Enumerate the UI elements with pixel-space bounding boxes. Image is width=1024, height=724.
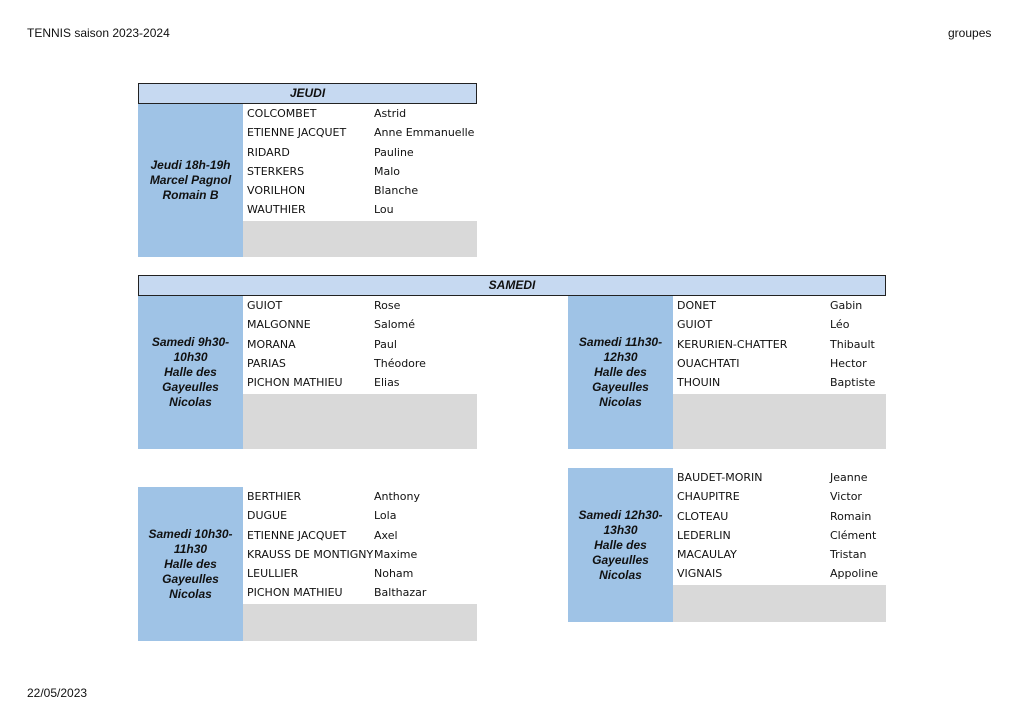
player-last-name: PARIAS — [247, 356, 286, 370]
player-first-name: Léo — [830, 318, 850, 332]
player-first-name: Rose — [374, 299, 401, 312]
player-first-name: Malo — [374, 164, 401, 178]
player-row — [243, 296, 477, 315]
document-date: 22/05/2023 — [27, 686, 88, 700]
player-last-name: MALGONNE — [247, 318, 311, 332]
player-row — [673, 373, 886, 392]
player-last-name: ETIENNE JACQUET — [247, 528, 347, 542]
group-label-line: Halle des — [594, 365, 647, 379]
player-row — [673, 526, 886, 545]
player-row — [673, 468, 886, 487]
group-label-line: Nicolas — [169, 395, 212, 409]
player-first-name: Maxime — [374, 547, 418, 561]
player-first-name: Tristan — [830, 548, 867, 562]
player-first-name: Paul — [374, 337, 397, 351]
samedi-header: SAMEDI — [138, 275, 886, 296]
player-row — [673, 487, 886, 506]
group-label-line: Nicolas — [599, 567, 642, 582]
player-last-name: THOUIN — [677, 376, 721, 390]
player-first-name: Lou — [374, 203, 394, 217]
empty-slot-area — [673, 585, 886, 622]
player-last-name: LEULLIER — [247, 567, 299, 581]
group-label-line: Nicolas — [169, 586, 212, 601]
group-label-line: Jeudi 18h-19h — [150, 158, 231, 172]
group-label-line: Gayeulles — [592, 380, 649, 394]
player-row — [243, 200, 477, 219]
player-first-name: Astrid — [374, 107, 407, 120]
player-row — [243, 143, 477, 162]
group-label-line: Gayeulles — [592, 552, 649, 567]
player-last-name: DUGUE — [247, 509, 288, 523]
player-row — [243, 487, 477, 506]
player-row — [673, 545, 886, 564]
player-row — [243, 373, 477, 392]
group-label-line: 10h30 — [173, 350, 208, 364]
player-first-name: Victor — [830, 490, 862, 504]
group-label-line: Samedi 11h30- — [578, 335, 663, 349]
player-last-name: ETIENNE JACQUET — [247, 126, 347, 140]
player-row — [673, 354, 886, 373]
player-first-name: Jeanne — [830, 471, 868, 484]
player-row — [243, 162, 477, 181]
player-first-name: Lola — [374, 509, 397, 523]
player-row — [243, 354, 477, 373]
player-last-name: KRAUSS DE MONTIGNY — [247, 547, 374, 561]
player-first-name: Thibault — [830, 337, 875, 351]
player-last-name: PICHON MATHIEU — [247, 376, 343, 390]
group-samedi-10h30 — [138, 487, 477, 641]
group-label-line: Samedi 9h30- — [151, 335, 230, 349]
player-first-name: Gabin — [830, 299, 863, 312]
group-label — [138, 487, 243, 641]
group-label-line: 11h30 — [173, 541, 208, 556]
player-last-name: BAUDET-MORIN — [677, 471, 763, 484]
group-jeudi — [138, 104, 477, 257]
group-label-line: Gayeulles — [162, 380, 219, 394]
group-label-line: Samedi 12h30- — [578, 507, 663, 522]
player-last-name: RIDARD — [247, 145, 290, 159]
group-label-line: Romain B — [162, 188, 219, 202]
player-first-name: Salomé — [374, 318, 415, 332]
group-label — [138, 104, 243, 257]
player-last-name: PICHON MATHIEU — [247, 586, 343, 600]
player-row — [243, 564, 477, 583]
player-last-name: CHAUPITRE — [677, 490, 740, 504]
player-last-name: GUIOT — [247, 299, 283, 312]
player-last-name: OUACHTATI — [677, 356, 740, 370]
group-label-line: 12h30 — [603, 350, 638, 364]
group-samedi-11h30 — [568, 296, 886, 449]
group-label-line: Samedi 10h30- — [148, 526, 233, 541]
group-label — [568, 296, 673, 449]
player-row — [243, 583, 477, 602]
group-label-line: Halle des — [164, 365, 217, 379]
player-row — [673, 296, 886, 315]
player-row — [243, 315, 477, 334]
player-row — [243, 123, 477, 142]
player-row — [243, 526, 477, 545]
empty-slot-area — [673, 394, 886, 450]
player-first-name: Clément — [830, 528, 877, 542]
empty-slot-area — [243, 394, 477, 450]
player-last-name: BERTHIER — [247, 490, 302, 503]
group-label — [568, 468, 673, 622]
document-subtitle: groupes — [948, 26, 992, 40]
player-row — [243, 506, 477, 525]
player-last-name: CLOTEAU — [677, 509, 729, 523]
player-first-name: Théodore — [374, 356, 426, 370]
empty-slot-area — [243, 604, 477, 641]
player-first-name: Hector — [830, 356, 867, 370]
group-label-line: Nicolas — [599, 395, 642, 409]
group-label-line: Marcel Pagnol — [149, 173, 232, 187]
empty-slot-area — [243, 221, 477, 257]
player-last-name: COLCOMBET — [247, 107, 317, 120]
player-row — [243, 104, 477, 123]
player-first-name: Romain — [830, 509, 872, 523]
player-last-name: MORANA — [247, 337, 296, 351]
group-samedi-9h30 — [138, 296, 477, 449]
player-first-name: Noham — [374, 567, 414, 581]
player-last-name: KERURIEN-CHATTER — [677, 337, 788, 351]
player-last-name: MACAULAY — [677, 548, 737, 562]
player-last-name: LEDERLIN — [677, 528, 731, 542]
player-last-name: STERKERS — [247, 164, 305, 178]
player-first-name: Balthazar — [374, 586, 427, 600]
group-label-line: Halle des — [594, 537, 647, 552]
player-row — [243, 181, 477, 200]
player-row — [673, 315, 886, 334]
player-last-name: VIGNAIS — [677, 567, 723, 581]
player-first-name: Elias — [374, 376, 400, 390]
player-first-name: Appoline — [830, 567, 879, 581]
group-samedi-12h30 — [568, 468, 886, 622]
player-row — [673, 335, 886, 354]
player-row — [673, 564, 886, 583]
player-last-name: DONET — [677, 299, 717, 312]
player-last-name: GUIOT — [677, 318, 713, 332]
group-label-line: Halle des — [164, 556, 217, 571]
jeudi-header: JEUDI — [138, 83, 477, 104]
player-first-name: Anthony — [374, 490, 420, 503]
group-label — [138, 296, 243, 449]
group-label-line: Gayeulles — [162, 571, 219, 586]
player-row — [243, 335, 477, 354]
document-title: TENNIS saison 2023-2024 — [27, 26, 170, 40]
player-first-name: Axel — [374, 528, 398, 542]
group-label-line: 13h30 — [603, 522, 638, 537]
player-row — [673, 507, 886, 526]
player-first-name: Pauline — [374, 145, 414, 159]
player-last-name: WAUTHIER — [247, 203, 306, 217]
player-first-name: Anne Emmanuelle — [374, 126, 475, 140]
player-last-name: VORILHON — [247, 184, 306, 198]
player-first-name: Blanche — [374, 184, 419, 198]
player-row — [243, 545, 477, 564]
player-first-name: Baptiste — [830, 376, 876, 390]
